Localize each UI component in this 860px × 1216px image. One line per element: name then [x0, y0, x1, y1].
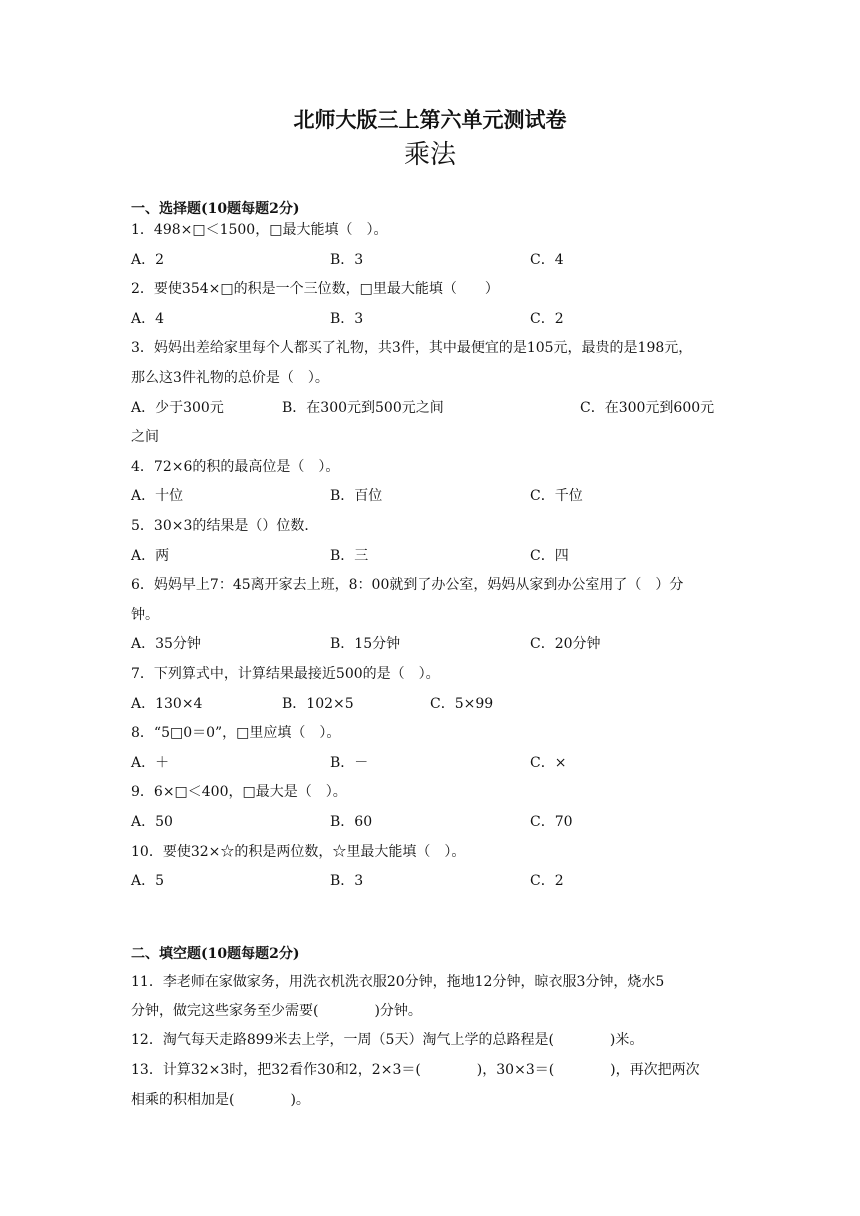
question-6-line-1: 6．妈妈早上7：45离开家去上班，8：00就到了办公室，妈妈从家到办公室用了（ ）分 — [131, 577, 684, 593]
q8-option-b: B．－ — [330, 755, 369, 771]
q2-option-b: B．3 — [330, 311, 364, 327]
question-4: 4．72×6的积的最高位是（ ）。 — [131, 459, 340, 475]
page-subtitle: 乘法 — [403, 140, 456, 170]
question-10: 10．要使32×☆的积是两位数，☆里最大能填（ ）。 — [131, 844, 466, 860]
q10-option-b: B．3 — [330, 873, 364, 889]
question-1: 1．498×□＜1500，□最大能填（ ）。 — [131, 222, 388, 238]
q10-option-c: C．2 — [530, 873, 564, 889]
question-6-line-2: 钟。 — [131, 607, 159, 623]
q2-option-c: C．2 — [530, 311, 564, 327]
question-2: 2．要使354×□的积是一个三位数，□里最大能填（ ） — [131, 281, 499, 297]
q5-option-b: B．三 — [330, 548, 369, 564]
q7-option-c: C．5×99 — [430, 696, 494, 712]
q4-option-c: C．千位 — [530, 488, 583, 504]
q3-option-b: B．在300元到500元之间 — [282, 400, 444, 416]
q3-option-c-continued: 之间 — [131, 429, 159, 445]
q7-option-a: A．130×4 — [131, 696, 203, 712]
q4-option-b: B．百位 — [330, 488, 383, 504]
q8-option-c: C．× — [530, 755, 567, 771]
question-9: 9．6×□＜400，□最大是（ ）。 — [131, 784, 347, 800]
q6-option-a: A．35分钟 — [131, 636, 201, 652]
section-heading-fill-in: 二、填空题(10题每题2分) — [131, 946, 300, 962]
q5-option-c: C．四 — [530, 548, 569, 564]
q9-option-c: C．70 — [530, 814, 573, 830]
q9-option-b: B．60 — [330, 814, 373, 830]
q3-option-a: A．少于300元 — [131, 400, 224, 416]
q4-option-a: A．十位 — [131, 488, 184, 504]
page-title: 北师大版三上第六单元测试卷 — [293, 108, 567, 132]
q6-option-b: B．15分钟 — [330, 636, 401, 652]
q1-option-a: A．2 — [131, 252, 165, 268]
q2-option-a: A．4 — [131, 311, 165, 327]
question-3-line-1: 3．妈妈出差给家里每个人都买了礼物，共3件，其中最便宜的是105元，最贵的是198元， — [131, 340, 693, 356]
q5-option-a: A．两 — [131, 548, 170, 564]
question-3-line-2: 那么这3件礼物的总价是（ ）。 — [131, 370, 329, 386]
question-7: 7．下列算式中，计算结果最接近500的是（ ）。 — [131, 666, 440, 682]
question-12: 12．淘气每天走路899米去上学，一周（5天）淘气上学的总路程是( )米。 — [131, 1032, 644, 1048]
section-heading-choice: 一、选择题(10题每题2分) — [131, 201, 300, 217]
q3-option-c: C．在300元到600元 — [580, 400, 715, 416]
question-5: 5．30×3的结果是（）位数． — [131, 518, 319, 534]
question-11-line-2: 分钟，做完这些家务至少需要( )分钟。 — [131, 1003, 422, 1019]
q1-option-b: B．3 — [330, 252, 364, 268]
question-8: 8．“5□0＝0”，□里应填（ ）。 — [131, 725, 341, 741]
q1-option-c: C．4 — [530, 252, 564, 268]
question-11-line-1: 11．李老师在家做家务，用洗衣机洗衣服20分钟，拖地12分钟，晾衣服3分钟，烧水5 — [131, 974, 665, 990]
question-13-line-1: 13．计算32×3时，把32看作30和2，2×3＝( )，30×3＝( )，再次把两次 — [131, 1062, 700, 1078]
question-13-line-2: 相乘的积相加是( )。 — [131, 1092, 310, 1108]
q7-option-b: B．102×5 — [282, 696, 354, 712]
q8-option-a: A．＋ — [131, 755, 170, 771]
q9-option-a: A．50 — [131, 814, 173, 830]
q10-option-a: A．5 — [131, 873, 165, 889]
q6-option-c: C．20分钟 — [530, 636, 601, 652]
